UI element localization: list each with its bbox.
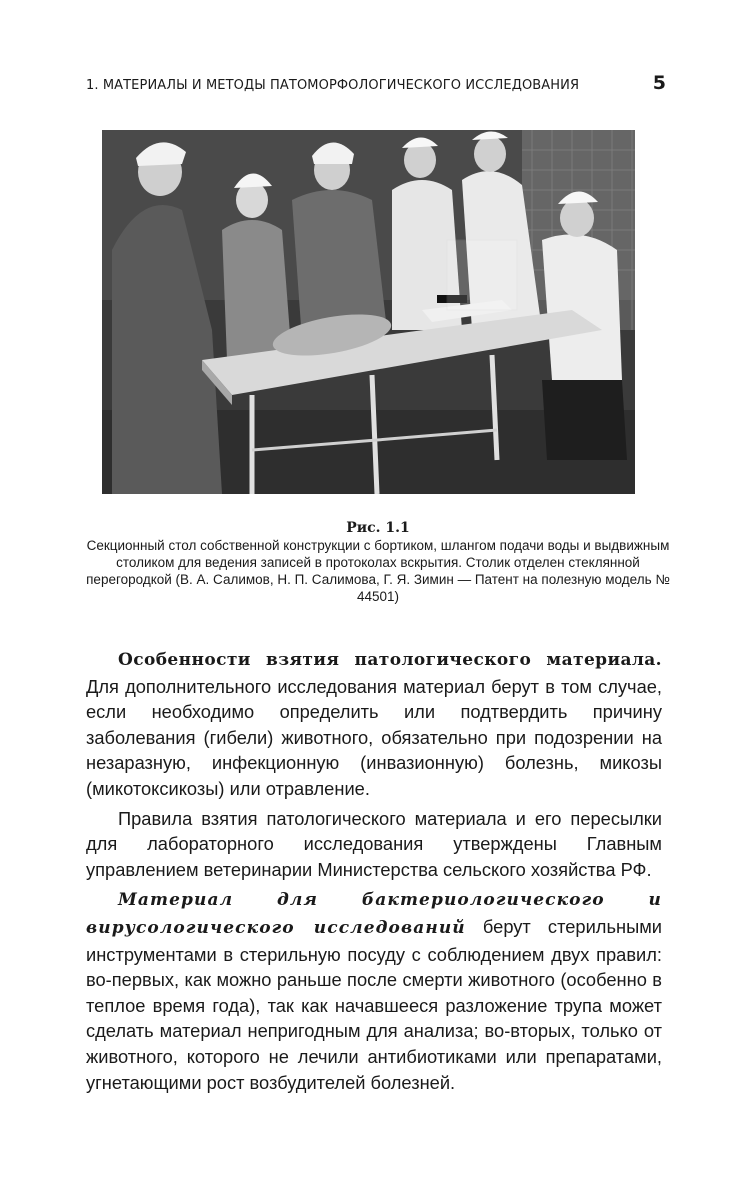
paragraph-1-lead: Особенности взятия патологического материала. (118, 650, 662, 670)
paragraph-1 (86, 646, 662, 802)
dissection-room-photo (102, 130, 635, 494)
caption-text: Секционный стол собственной конструкции с бортиком, шлангом подачи воды и выдвижным столиком для ведения записей в протоколах вскрытия. Столик отделен стеклянной перегородкой (В. А. Салимов, Н. П. Салимова, Г. Я. Зимин — Патент на полезную модель № 44501) (86, 538, 670, 604)
figure-photo (102, 130, 635, 494)
paragraph-3 (86, 886, 662, 1095)
figure-caption (80, 520, 676, 605)
paragraph-2: Правила взятия патологического материала и его пересылки для лабораторного исследования утверждены Главным управлением ветеринарии Министерства сельского хозяйства РФ. (86, 807, 662, 880)
running-head (86, 72, 666, 96)
paragraph-1-text: Для дополнительного исследования материал берут в том случае, если необходимо определить или подтвердить причину заболевания (гибели) животного, обязательно при подозрении на незаразную, инфекционную (инвазионную) болезнь, микозы (микотоксикозы) или отравление. (86, 675, 662, 799)
running-title: 1. МАТЕРИАЛЫ И МЕТОДЫ ПАТОМОРФОЛОГИЧЕСКОГО ИССЛЕДОВАНИЯ (86, 78, 580, 93)
page-number: 5 (652, 72, 666, 94)
caption-label: Рис. 1.1 (346, 520, 410, 536)
paragraph-3-lead: Материал для бактериологического и вирусологического исследований (86, 890, 662, 938)
paragraph-3-text: берут стерильными инструментами в стерильную посуду с соблюдением двух правил: во-первых, как можно раньше после смерти животного (особенно в теплое время года), так как начавшееся разложение трупа может сделать материал непригодным для анализа; во-вторых, только от животного, которого не лечили антибиотиками или препаратами, угнетающими рост возбудителей болезней. (86, 915, 662, 1093)
body-text (86, 646, 662, 1099)
